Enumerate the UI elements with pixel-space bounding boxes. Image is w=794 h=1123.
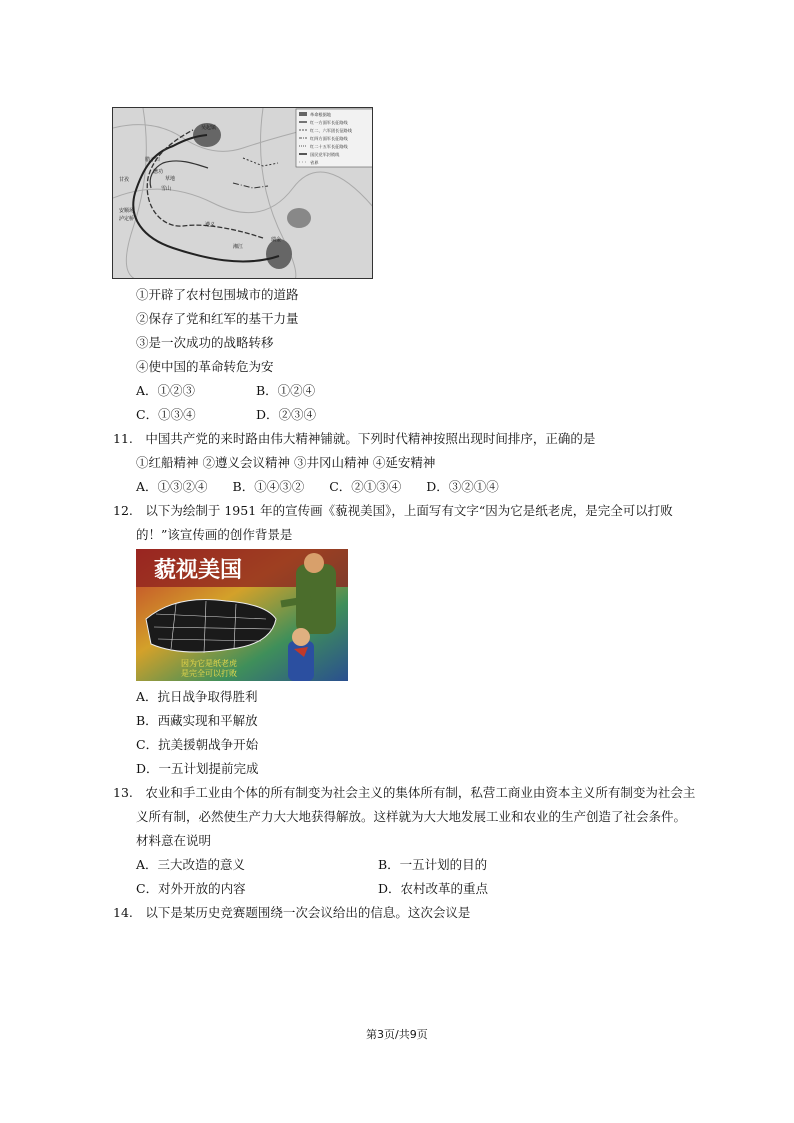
long-march-map <box>112 107 373 279</box>
q10-statement-1: ①开辟了农村包围城市的道路 <box>136 287 299 302</box>
map-label: 遵义 <box>205 222 216 228</box>
map-label: 湘江 <box>233 244 244 250</box>
q13-option-d[interactable]: D．农村改革的重点 <box>378 881 489 896</box>
map-label: 雪山 <box>161 186 172 192</box>
q14-stem: 14. 以下是某历史竞赛题围绕一次会议给出的信息。这次会议是 <box>113 905 471 920</box>
map-graphic <box>113 108 373 279</box>
map-label: 瑞金 <box>271 237 282 243</box>
q13-line2: 义所有制，必然使生产力大大地获得解放。这样就为大大地发展工业和农业的生产创造了社会条件。 <box>136 809 687 824</box>
legend-item: 国民党军封锁线 <box>310 152 340 157</box>
q12-option-c[interactable]: C．抗美援朝战争开始 <box>136 737 259 752</box>
legend-item: 革命根据地 <box>310 112 331 117</box>
q10-statement-2: ②保存了党和红军的基干力量 <box>136 311 299 326</box>
propaganda-poster <box>136 549 348 681</box>
child-figure <box>288 641 314 681</box>
map-label: 吴起镇 <box>201 125 217 131</box>
map-label: 甘孜 <box>119 177 130 183</box>
q11-options[interactable]: A．①③②④ B．①④③② C．②①③④ D．③②①④ <box>136 479 499 494</box>
poster-graphic <box>136 549 348 681</box>
q12-stem-line1: 12. 以下为绘制于 1951 年的宣传画《藐视美国》，上面写有文字“因为它是纸老虎，是完全可以打败 <box>113 503 673 518</box>
page-number: 第3页/共9页 <box>366 1028 428 1041</box>
q13-option-b[interactable]: B．一五计划的目的 <box>378 857 488 872</box>
legend-item: 红二十五军长征路线 <box>310 144 348 149</box>
q10-option-b[interactable]: B．①②④ <box>256 383 316 398</box>
poster-title: 藐视美国 <box>154 558 243 583</box>
q13-option-a[interactable]: A．三大改造的意义 <box>136 857 246 872</box>
map-label: 泸定桥 <box>119 216 135 222</box>
q10-option-a[interactable]: A．①②③ <box>136 383 196 398</box>
legend-item: 红四方面军长征路线 <box>310 136 348 141</box>
legend-item: 红一方面军长征路线 <box>310 120 348 125</box>
legend-item: 省界 <box>310 160 319 165</box>
q10-option-d[interactable]: D．②③④ <box>256 407 317 422</box>
map-label: 安顺场 <box>119 208 135 214</box>
q12-stem-line2: 的！”该宣传画的创作背景是 <box>136 527 293 542</box>
legend-item: 红二、六军团长征路线 <box>310 128 352 133</box>
q10-statement-4: ④使中国的革命转危为安 <box>136 359 274 374</box>
base-area-ruijin <box>266 239 292 269</box>
poster-caption-2: 是完全可以打败 <box>181 669 237 678</box>
poster-caption-1: 因为它是纸老虎 <box>181 659 237 668</box>
q13-line1: 13. 农业和手工业由个体的所有制变为社会主义的集体所有制，私营工商业由资本主义所有制变为社会主 <box>113 785 696 800</box>
q11-items: ①红船精神 ②遵义会议精神 ③井冈山精神 ④延安精神 <box>136 455 436 470</box>
map-label: 草地 <box>165 176 176 182</box>
q13-option-c[interactable]: C．对外开放的内容 <box>136 881 246 896</box>
q11-stem: 11. 中国共产党的来时路由伟大精神铺就。下列时代精神按照出现时间排序，正确的是 <box>113 431 596 446</box>
q12-option-a[interactable]: A．抗日战争取得胜利 <box>136 689 258 704</box>
q12-option-d[interactable]: D．一五计划提前完成 <box>136 761 259 776</box>
q12-option-b[interactable]: B．西藏实现和平解放 <box>136 713 258 728</box>
q10-statement-3: ③是一次成功的战略转移 <box>136 335 274 350</box>
q13-line3: 材料意在说明 <box>136 833 212 848</box>
map-label: 腊子口 <box>145 157 161 163</box>
map-label: 懋功 <box>153 169 164 175</box>
q10-option-c[interactable]: C．①③④ <box>136 407 196 422</box>
